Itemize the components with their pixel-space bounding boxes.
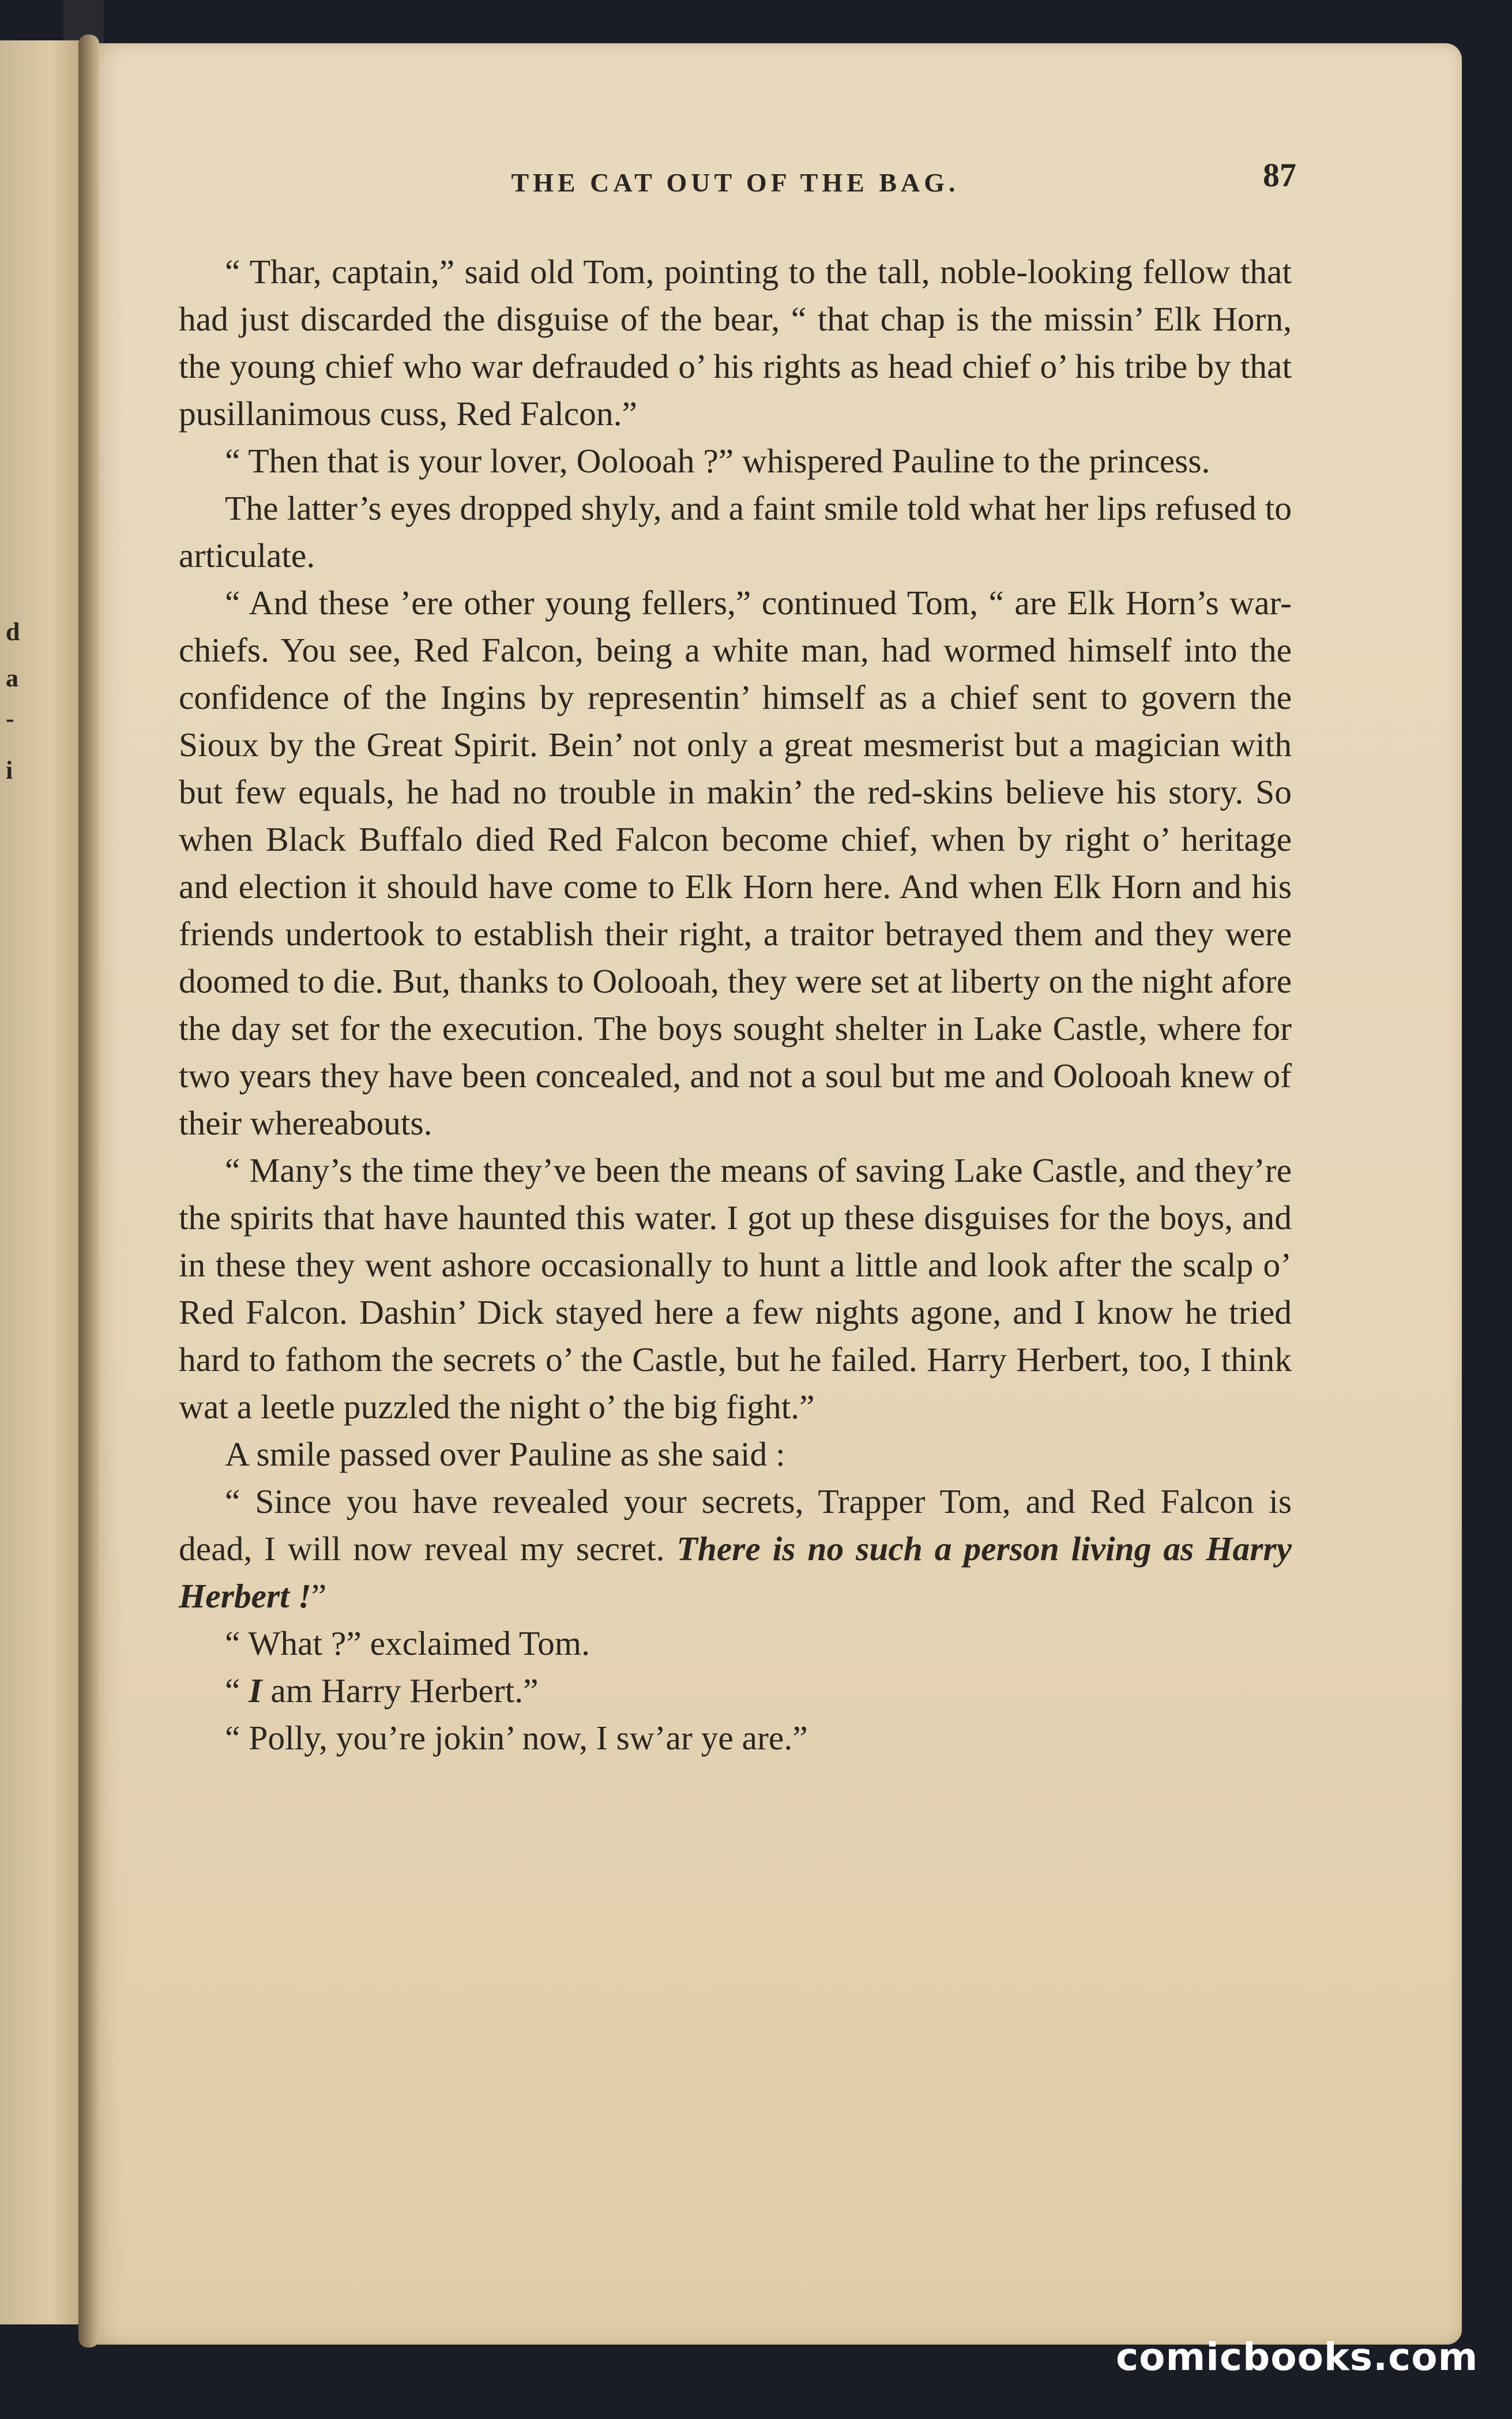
- previous-page-edge: [0, 40, 86, 2324]
- paragraph: “ What ?” exclaimed Tom.: [225, 1624, 590, 1662]
- paragraph: “ Then that is your lover, Oolooah ?” whispered Pauline to the princess.: [225, 442, 1210, 480]
- paragraph-text: ”: [311, 1577, 327, 1615]
- paragraph: “ Thar, captain,” said old Tom, pointing to the tall, noble-looking fellow that had just discarded the disguise of the bear, “ that chap is the missin’ Elk Horn, the young chief who war defrauded o’ his rights as head chief o’ his tribe by that pusillanimous cuss, Red Falcon.”: [179, 253, 1292, 433]
- paragraph: “ Many’s the time they’ve been the means of saving Lake Castle, and they’re the spirits that have haunted this water. I got up these disguises for the boys, and in these they went ashore occasionally to hunt a little and look after the scalp o’ Red Falcon. Dashin’ Dick stayed here a few nights agone, and I know he tried hard to fathom the secrets o’ the Castle, but he failed. Harry Herbert, too, I think wat a leetle puzzled the night o’ the big fight.”: [179, 1151, 1292, 1426]
- running-head: THE CAT OUT OF THE BAG.: [511, 168, 960, 197]
- italic-text: I: [249, 1671, 262, 1710]
- left-page-fragment: d: [6, 618, 20, 646]
- paragraph-text: “ Since you have revealed your secrets, Trapper Tom, and Red Falcon is dead, I will now reveal my secret.: [179, 1482, 1292, 1568]
- paragraph-text: am Harry Herbert.”: [262, 1671, 539, 1710]
- left-page-fragment: i: [6, 756, 13, 784]
- paragraph: “ And these ’ere other young fellers,” continued Tom, “ are Elk Horn’s war-chiefs. You see, Red Falcon, being a white man, had wormed himself into the confidence of the Ingins by representin’ himself as a chief sent to govern the Sioux by the Great Spirit. Bein’ not only a great mesmerist but a magician with but few equals, he had no trouble in makin’ the red-skins believe his story. So when Black Buffalo died Red Falcon become chief, when by right o’ heritage and election it should have come to Elk Horn here. And when Elk Horn and his friends undertook to establish their right, a traitor betrayed them and they were doomed to die. But, thanks to Oolooah, they were set at liberty on the night afore the day set for the execution. The boys sought shelter in Lake Castle, where for two years they have been concealed, and not a soul but me and Oolooah knew of their whereabouts.: [179, 584, 1292, 1142]
- italic-text: There is no such a person living as Harry Herbert !: [179, 1530, 1292, 1615]
- left-page-fragment: -: [6, 704, 14, 733]
- left-page-fragment: a: [6, 664, 18, 692]
- paragraph: A smile passed over Pauline as she said :: [225, 1435, 785, 1473]
- watermark: comicbooks.com: [1116, 2335, 1479, 2379]
- paragraph: [179, 1667, 1292, 1714]
- paragraph: “ Polly, you’re jokin’ now, I sw’ar ye are.”: [225, 1719, 808, 1757]
- page-content: [179, 156, 1296, 1761]
- book-spine: [78, 35, 99, 2347]
- paragraph: [179, 1478, 1292, 1620]
- paragraph-text: “: [225, 1671, 240, 1710]
- paragraph: The latter’s eyes dropped shyly, and a faint smile told what her lips refused to articulate.: [179, 489, 1292, 574]
- page-header: [179, 156, 1296, 208]
- page-number: 87: [1263, 156, 1296, 194]
